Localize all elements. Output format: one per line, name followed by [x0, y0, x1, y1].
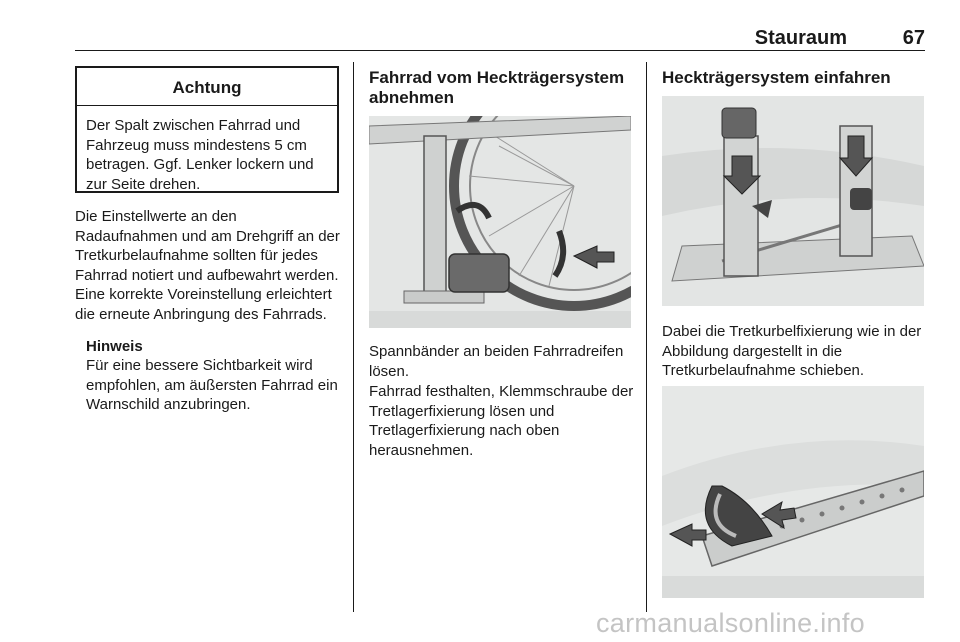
col2-paragraph-1: Spannbänder an beiden Fahrradreifen lösen.	[369, 343, 624, 380]
bike-carrier-illustration	[369, 116, 631, 328]
watermark: carmanualsonline.info	[596, 608, 865, 638]
col1-paragraph: Die Einstellwerte an den Radaufnahmen und am Drehgriff an der Tretkurbelaufnahme sollten für jedes Fahrrad notiert und aufbewahrt werden. Eine korrekte Voreinstellung erleichtert die erneute Anbringung des Fahrrads.	[75, 208, 340, 323]
column-divider-left	[353, 62, 354, 612]
warning-box	[75, 66, 339, 193]
column-divider-right	[646, 62, 647, 612]
col3-paragraph: Dabei die Tretkurbelfixierung wie in der Abbildung dargestellt in die Tretkurbelaufnahme schieben.	[662, 323, 922, 379]
figure-retract-carrier	[662, 96, 924, 306]
carrier-retract-illustration	[662, 96, 924, 306]
page-number: 67	[902, 27, 925, 49]
section-title: Stauraum	[754, 27, 847, 49]
page-header	[75, 24, 925, 51]
warning-title: Achtung	[77, 68, 337, 106]
col3-heading: Heckträgersystem einfahren	[662, 68, 891, 87]
col2-paragraph-2: Fahrrad festhalten, Klemmschraube der Tretlagerfixierung lösen und Tretlagerfixierung nach oben herausnehmen.	[369, 383, 634, 459]
warning-text: Der Spalt zwischen Fahrrad und Fahrzeug muss mindestens 5 cm betragen. Ggf. Lenker lockern und zur Seite drehen.	[86, 117, 314, 193]
figure-bike-removal	[369, 116, 631, 328]
note-title: Hinweis	[86, 338, 143, 355]
pedal-fixation-illustration	[662, 386, 924, 598]
figure-pedal-fixation	[662, 386, 924, 598]
note-text: Für eine bessere Sichtbarkeit wird empfohlen, am äußersten Fahrrad ein Warnschild anzubringen.	[86, 357, 338, 413]
col2-heading: Fahrrad vom Heckträgersystem abnehmen	[369, 68, 625, 107]
